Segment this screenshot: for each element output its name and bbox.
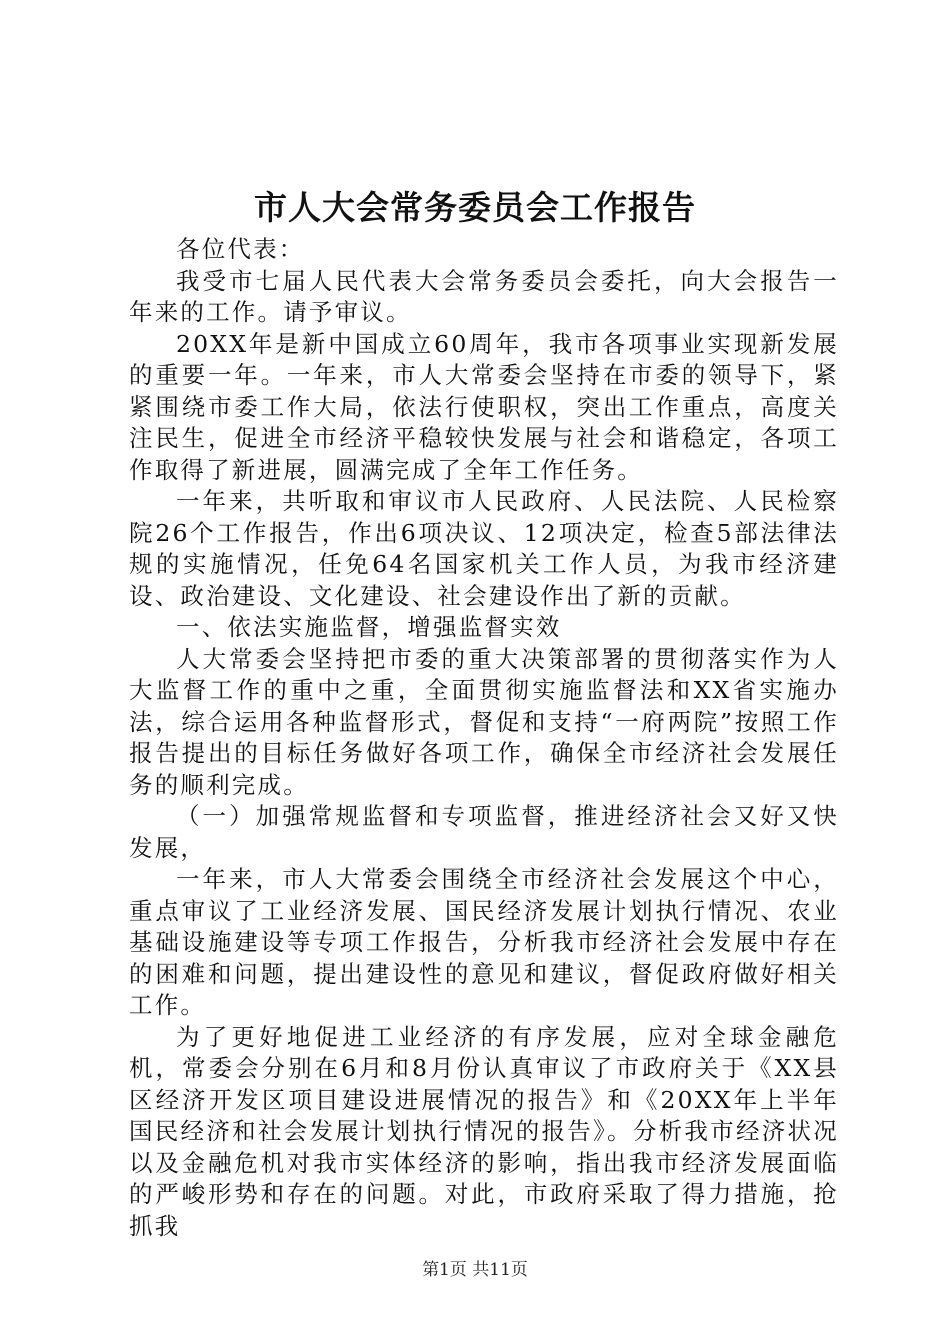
page-number-indicator: 第1页 共11页: [422, 1260, 528, 1280]
body-paragraph: 为了更好地促进工业经济的有序发展，应对全球金融危机，常委会分别在6月和8月份认真审议了市政府关于《XX县区经济开发区项目建设进展情况的报告》和《20XX年上半年国民经济和社会发展计划执行情况的报告》。分析我市经济状况以及金融危机对我市实体经济的影响，指出我市经济发展面临的严峻形势和存在的问题。对此，市政府采取了得力措施，抢抓我: [129, 1022, 839, 1240]
salutation-paragraph: 各位代表：: [176, 235, 305, 263]
document-body: [129, 234, 839, 1242]
section-heading: 一、依法实施监督，增强监督实效: [176, 613, 562, 641]
body-paragraph: 人大常委会坚持把市委的重大决策部署的贯彻落实作为人大监督工作的重中之重，全面贯彻实施监督法和XX省实施办法，综合运用各种监督形式，督促和支持“一府两院”按照工作报告提出的目标任务做好各项工作，确保全市经济社会发展任务的顺利完成。: [129, 644, 839, 799]
document-title: 市人大会常务委员会工作报告: [254, 188, 696, 227]
body-paragraph: 一年来，市人大常委会围绕全市经济社会发展这个中心，重点审议了工业经济发展、国民经济发展计划执行情况、农业基础设施建设等专项工作报告，分析我市经济社会发展中存在的困难和问题，提出建设性的意见和建议，督促政府做好相关工作。: [129, 865, 839, 1019]
subsection-heading: （一）加强常规监督和专项监督，推进经济社会又好又快发展，: [129, 802, 839, 862]
body-paragraph: 20XX年是新中国成立60周年，我市各项事业实现新发展的重要一年。一年来，市人大常委会坚持在市委的领导下，紧紧围绕市委工作大局，依法行使职权，突出工作重点，高度关注民生，促进全市经济平稳较快发展与社会和谐稳定，各项工作取得了新进展，圆满完成了全年工作任务。: [129, 329, 839, 484]
body-paragraph: 一年来，共听取和审议市人民政府、人民法院、人民检察院26个工作报告，作出6项决议、12项决定，检查5部法律法规的实施情况，任免64名国家机关工作人员，为我市经济建设、政治建设、文化建设、社会建设作出了新的贡献。: [129, 487, 839, 610]
page-footer: [0, 1258, 950, 1282]
body-paragraph: 我受市七届人民代表大会常务委员会委托，向大会报告一年来的工作。请予审议。: [129, 266, 839, 326]
